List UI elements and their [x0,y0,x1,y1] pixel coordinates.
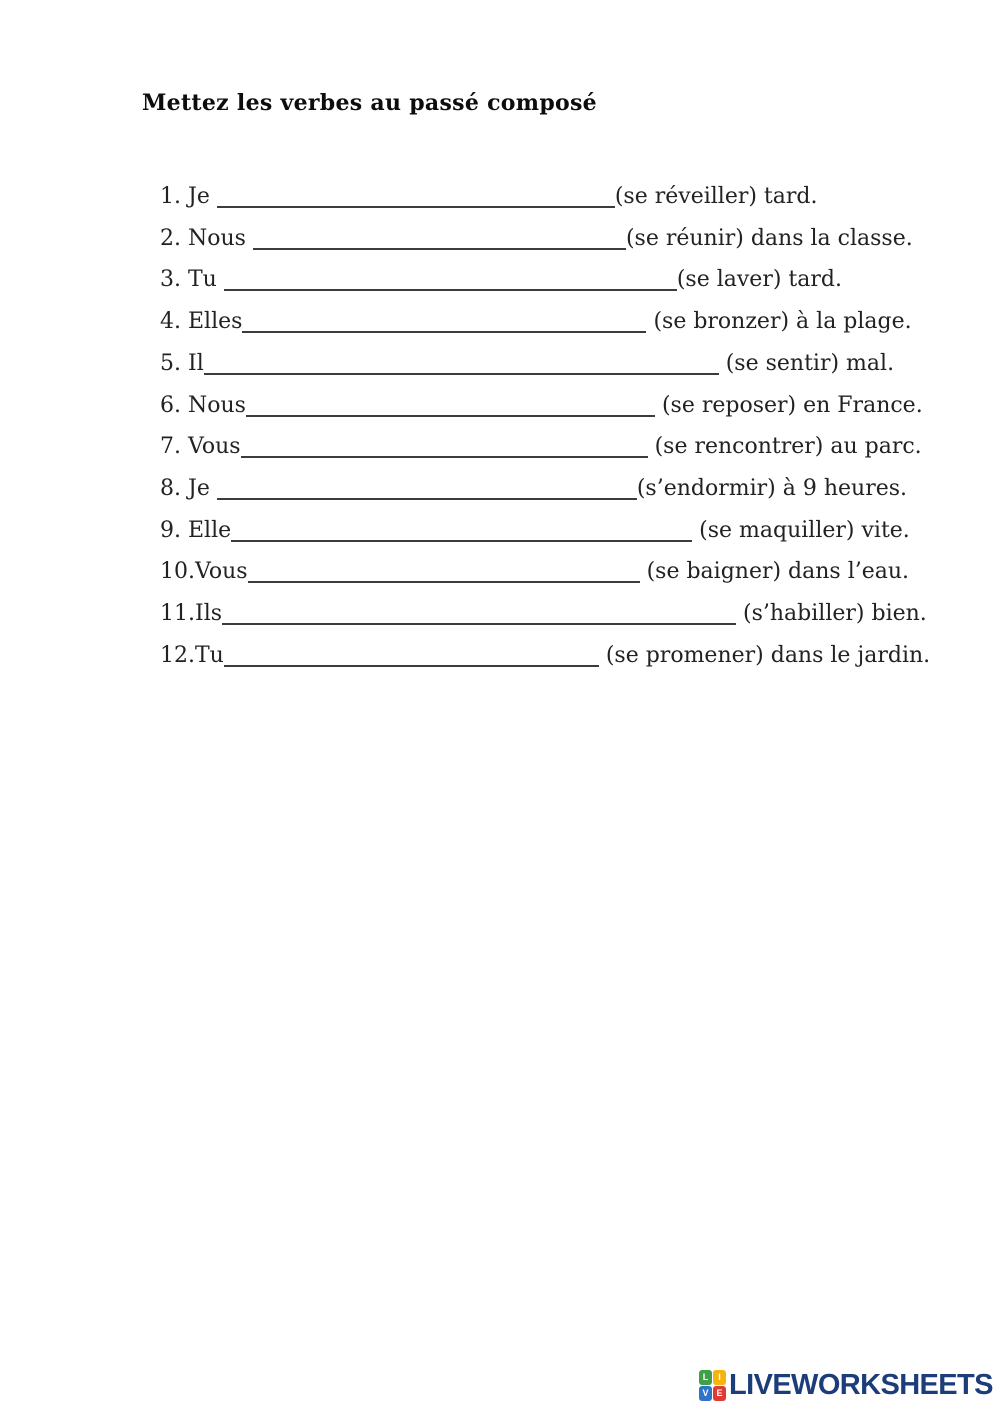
logo-tile-v: V [699,1386,712,1401]
exercise-row [160,301,930,343]
exercise-pronoun: Je [188,475,217,501]
answer-blank[interactable] [242,307,646,333]
brand-text: LIVEWORKSHEETS [729,1369,993,1401]
liveworksheets-grid-icon [699,1370,726,1401]
exercise-number: 3. [160,267,181,293]
exercise-pronoun: Je [188,184,217,209]
exercise-hint: (se rencontrer) au parc. [647,434,922,460]
exercise-pronoun: Elles [188,309,243,335]
exercise-row [160,635,930,677]
exercise-list [160,176,930,676]
exercise-hint: (se reposer) en France. [654,392,923,418]
exercise-hint: (s’habiller) bien. [736,601,927,627]
answer-blank[interactable] [217,474,637,500]
exercise-hint: (se laver) tard. [676,267,842,293]
exercise-hint: (se maquiller) vite. [692,517,910,543]
answer-blank[interactable] [224,641,599,667]
exercise-pronoun: Nous [188,225,253,251]
exercise-row [160,468,930,510]
answer-blank[interactable] [217,182,615,208]
exercise-row [160,385,930,427]
answer-blank[interactable] [231,516,692,542]
logo-tile-e: E [713,1386,726,1401]
exercise-hint: (se réveiller) tard. [614,184,818,209]
exercise-row [160,510,930,552]
exercise-number: 12. [160,642,195,668]
exercise-row [160,343,930,385]
page-title: Mettez les verbes au passé composé [142,90,597,116]
answer-blank[interactable] [241,432,648,458]
exercise-row [160,593,930,635]
answer-blank[interactable] [224,265,677,291]
exercise-pronoun: Nous [188,392,246,418]
answer-blank[interactable] [248,557,640,583]
exercise-number: 7. [160,434,181,460]
exercise-hint: (s’endormir) à 9 heures. [636,475,908,501]
exercise-number: 1. [160,184,181,209]
answer-blank[interactable] [222,599,736,625]
logo-tile-i: I [713,1370,726,1385]
exercise-number: 9. [160,517,181,543]
liveworksheets-logo[interactable] [699,1369,993,1402]
answer-blank[interactable] [253,224,626,250]
exercise-pronoun: Vous [195,559,248,585]
answer-blank[interactable] [204,349,719,375]
logo-tile-l: L [699,1370,712,1385]
exercise-pronoun: Tu [195,642,224,668]
exercise-pronoun: Vous [188,434,241,460]
exercise-hint: (se baigner) dans l’eau. [639,559,910,585]
exercise-number: 6. [160,392,181,418]
exercise-row [160,426,930,468]
exercise-hint: (se sentir) mal. [718,350,895,376]
exercise-row [160,259,930,301]
exercise-row [160,176,930,218]
exercise-row [160,218,930,260]
exercise-number: 8. [160,475,181,501]
exercise-pronoun: Tu [188,267,224,293]
exercise-pronoun: Ils [195,601,223,627]
exercise-hint: (se bronzer) à la plage. [646,309,912,335]
exercise-number: 4. [160,309,181,335]
exercise-pronoun: Elle [188,517,232,543]
exercise-pronoun: Il [188,350,204,376]
exercise-hint: (se promener) dans le jardin. [598,642,931,668]
exercise-number: 10. [160,559,195,585]
exercise-number: 11. [160,601,195,627]
exercise-row [160,551,930,593]
exercise-number: 2. [160,225,181,251]
answer-blank[interactable] [246,391,655,417]
exercise-hint: (se réunir) dans la classe. [625,225,913,251]
exercise-number: 5. [160,350,181,376]
